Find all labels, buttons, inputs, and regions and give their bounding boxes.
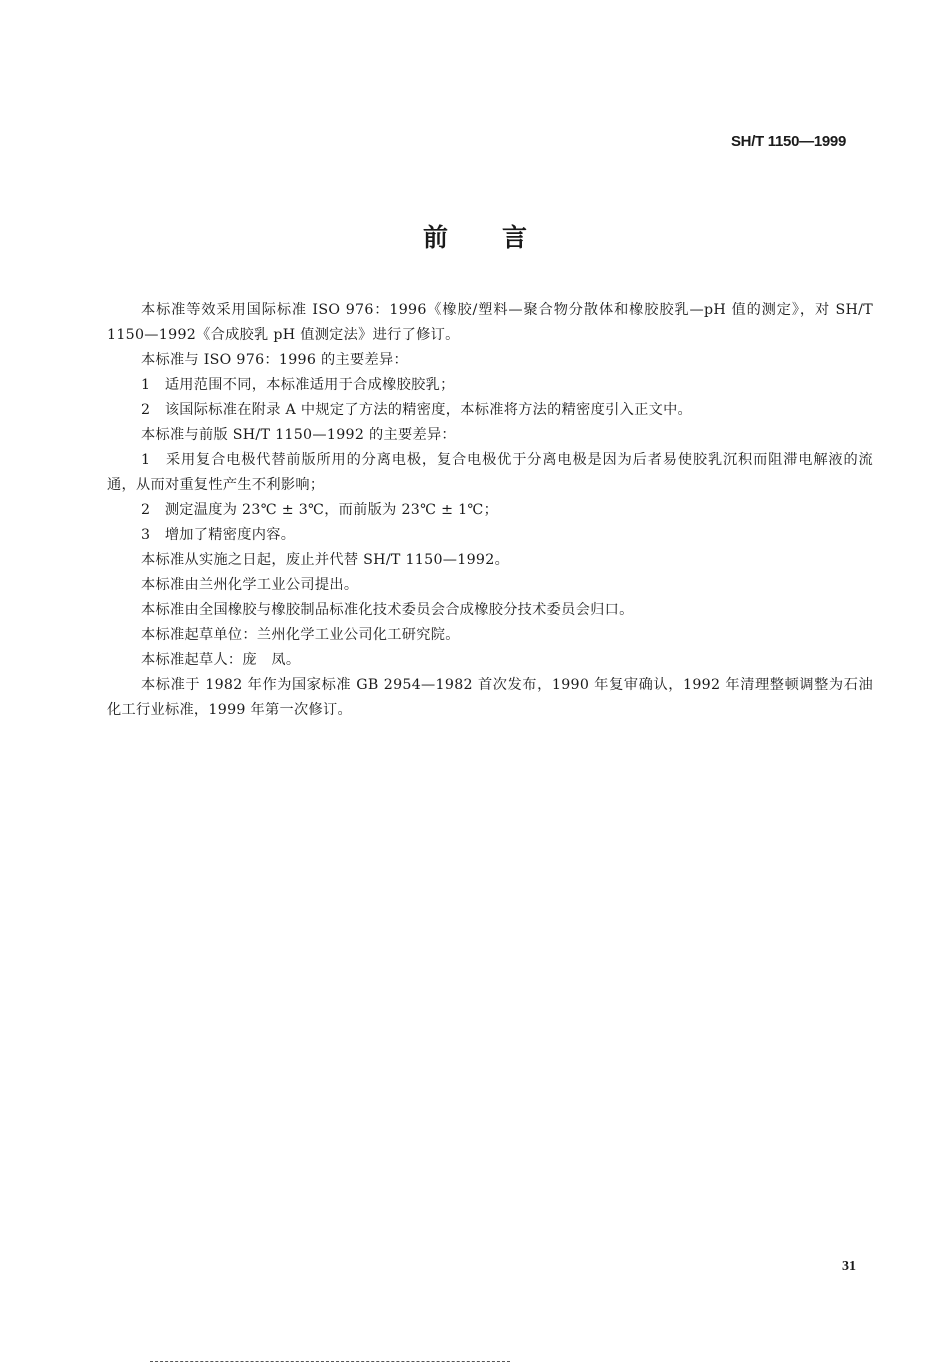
paragraph: 本标准由兰州化学工业公司提出。 <box>141 577 359 593</box>
list-item: 3 增加了精密度内容。 <box>141 527 296 543</box>
paragraph: 本标准由全国橡胶与橡胶制品标准化技术委员会合成橡胶分技术委员会归口。 <box>141 602 634 618</box>
page-title: 前言 <box>422 223 581 252</box>
paragraph: 本标准起草人：庞 凤。 <box>141 652 301 668</box>
foreword-body <box>107 298 873 723</box>
page-number: 31 <box>842 1259 856 1274</box>
paragraph: 本标准与 ISO 976：1996 的主要差异： <box>141 352 408 368</box>
list-item: 2 该国际标准在附录 A 中规定了方法的精密度，本标准将方法的精密度引入正文中。 <box>141 402 693 418</box>
paragraph: 本标准从实施之日起，废止并代替 SH/T 1150—1992。 <box>141 552 510 568</box>
paragraph: 本标准等效采用国际标准 ISO 976：1996《橡胶/塑料—聚合物分散体和橡胶胶乳—pH 值的测定》，对 SH/T 1150—1992《合成胶乳 pH 值测定法》进行了修订。 <box>107 302 873 343</box>
scan-edge-rule <box>150 1361 510 1363</box>
standard-number: SH/T 1150—1999 <box>730 133 846 150</box>
list-item: 1 采用复合电极代替前版所用的分离电极，复合电极优于分离电极是因为后者易使胶乳沉积而阻滞电解液的流通，从而对重复性产生不利影响； <box>107 452 873 493</box>
paragraph: 本标准于 1982 年作为国家标准 GB 2954—1982 首次发布，1990 年复审确认，1992 年清理整顿调整为石油化工行业标准，1999 年第一次修订。 <box>107 677 873 718</box>
list-item: 2 测定温度为 23℃ ± 3℃，而前版为 23℃ ± 1℃； <box>141 502 499 518</box>
paragraph: 本标准起草单位：兰州化学工业公司化工研究院。 <box>141 627 460 643</box>
paragraph: 本标准与前版 SH/T 1150—1992 的主要差异： <box>141 427 456 443</box>
list-item: 1 适用范围不同，本标准适用于合成橡胶胶乳； <box>141 377 455 393</box>
